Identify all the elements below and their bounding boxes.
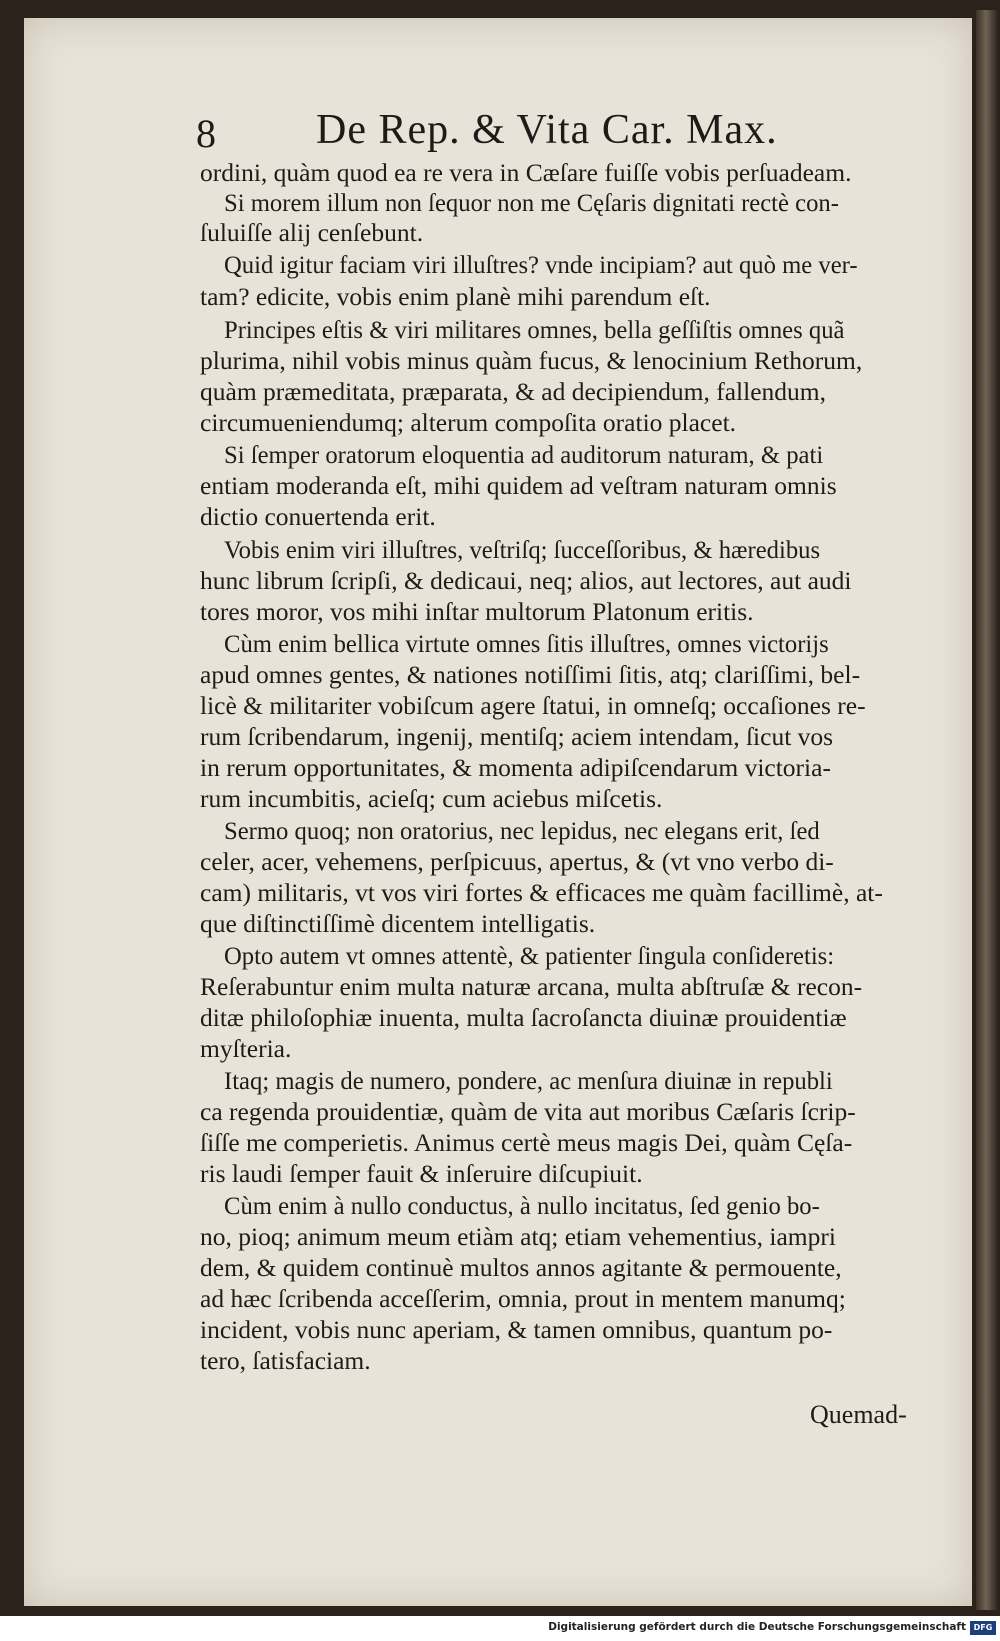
text-line: Si ſemper oratorum eloquentia ad auditorum naturam, & pati — [224, 440, 824, 469]
text-line: Opto autem vt omnes attentè, & patienter ſingula conſideretis: — [224, 941, 835, 970]
text-line: ſuluiſſe alij cenſebunt. — [200, 218, 424, 247]
running-head: De Rep. & Vita Car. Max. — [316, 107, 778, 153]
dfg-logo[interactable]: DFG — [970, 1621, 996, 1635]
text-line: plurima, nihil vobis minus quàm fucus, & lenocinium Rethorum, — [200, 346, 863, 375]
text-line: quàm præmeditata, præparata, & ad decipiendum, fallendum, — [200, 377, 826, 406]
text-line: in rerum opportunitates, & momenta adipiſcendarum victoria- — [200, 753, 831, 782]
text-line: que diſtinctiſſimè dicentem intelligatis. — [200, 909, 596, 938]
text-line: myſteria. — [200, 1034, 292, 1063]
text-line: entiam moderanda eſt, mihi quidem ad veſtram naturam omnis — [200, 471, 837, 500]
book-edge — [976, 10, 998, 1610]
catchword: Quemad- — [810, 1400, 907, 1429]
text-line: ris laudi ſemper fauit & inſeruire diſcupiuit. — [200, 1159, 643, 1188]
text-line: rum ſcribendarum, ingenij, mentiſq; aciem intendam, ſicut vos — [200, 722, 834, 751]
text-line: apud omnes gentes, & nationes notiſſimi ſitis, atq; clariſſimi, bel- — [200, 660, 861, 689]
text-line: ad hæc ſcribenda acceſſerim, omnia, prout in mentem manumq; — [200, 1284, 846, 1313]
text-line: Sermo quoq; non oratorius, nec lepidus, nec elegans erit, ſed — [224, 816, 820, 845]
page-header — [196, 100, 836, 160]
text-line: Reſerabuntur enim multa naturæ arcana, multa abſtruſæ & recon- — [200, 972, 863, 1001]
text-line: Cùm enim à nullo conductus, à nullo incitatus, ſed genio bo- — [224, 1191, 820, 1220]
funding-credit[interactable]: Digitalisierung gefördert durch die Deutsche Forschungsgemeinschaft — [548, 1621, 966, 1633]
page-number: 8 — [196, 111, 216, 156]
text-line: incident, vobis nunc aperiam, & tamen omnibus, quantum po- — [200, 1315, 833, 1344]
text-line: ditæ philoſophiæ inuenta, multa ſacroſancta diuinæ prouidentiæ — [200, 1003, 847, 1032]
text-line: cam) militaris, vt vos viri fortes & efficaces me quàm facillimè, at- — [200, 878, 883, 907]
text-line: rum incumbitis, acieſq; cum aciebus miſcetis. — [200, 784, 663, 813]
text-line: dictio conuertenda erit. — [200, 502, 436, 531]
text-line: ordini, quàm quod ea re vera in Cæſare fuiſſe vobis perſuadeam. — [200, 158, 852, 187]
text-line: Si morem illum non ſequor non me Cęſaris dignitati rectè con- — [224, 188, 839, 217]
text-line: dem, & quidem continuè multos annos agitante & permouente, — [200, 1253, 842, 1282]
text-line: circumueniendumq; alterum compoſita oratio placet. — [200, 408, 737, 437]
text-line: ſiſſe me comperietis. Animus certè meus magis Dei, quàm Cęſa- — [200, 1128, 853, 1157]
text-line: licè & militariter vobiſcum agere ſtatui, in omneſq; occaſiones re- — [200, 691, 866, 720]
text-line: celer, acer, vehemens, perſpicuus, apertus, & (vt vno verbo di- — [200, 847, 834, 876]
text-line: no, pioq; animum meum etiàm atq; etiam vehementius, iampri — [200, 1222, 836, 1251]
footer-bar — [0, 1619, 1000, 1641]
text-line: hunc librum ſcripſi, & dedicaui, neq; alios, aut lectores, aut audi — [200, 566, 852, 595]
text-line: Cùm enim bellica virtute omnes ſitis illuſtres, omnes victorijs — [224, 629, 829, 658]
text-line: tam? edicite, vobis enim planè mihi parendum eſt. — [200, 282, 711, 311]
text-line: Itaq; magis de numero, pondere, ac menſura diuinæ in republi — [224, 1066, 833, 1095]
text-line: Quid igitur faciam viri illuſtres? vnde incipiam? aut quò me ver- — [224, 250, 858, 279]
text-line: ca regenda prouidentiæ, quàm de vita aut moribus Cæſaris ſcrip- — [200, 1097, 856, 1126]
text-line: tero, ſatisfaciam. — [200, 1346, 371, 1375]
text-line: Principes eſtis & viri militares omnes, bella geſſiſtis omnes quã — [224, 315, 845, 344]
text-line: Vobis enim viri illuſtres, veſtriſq; ſucceſſoribus, & hæredibus — [224, 535, 821, 564]
text-line: tores moror, vos mihi inſtar multorum Platonum eritis. — [200, 597, 754, 626]
